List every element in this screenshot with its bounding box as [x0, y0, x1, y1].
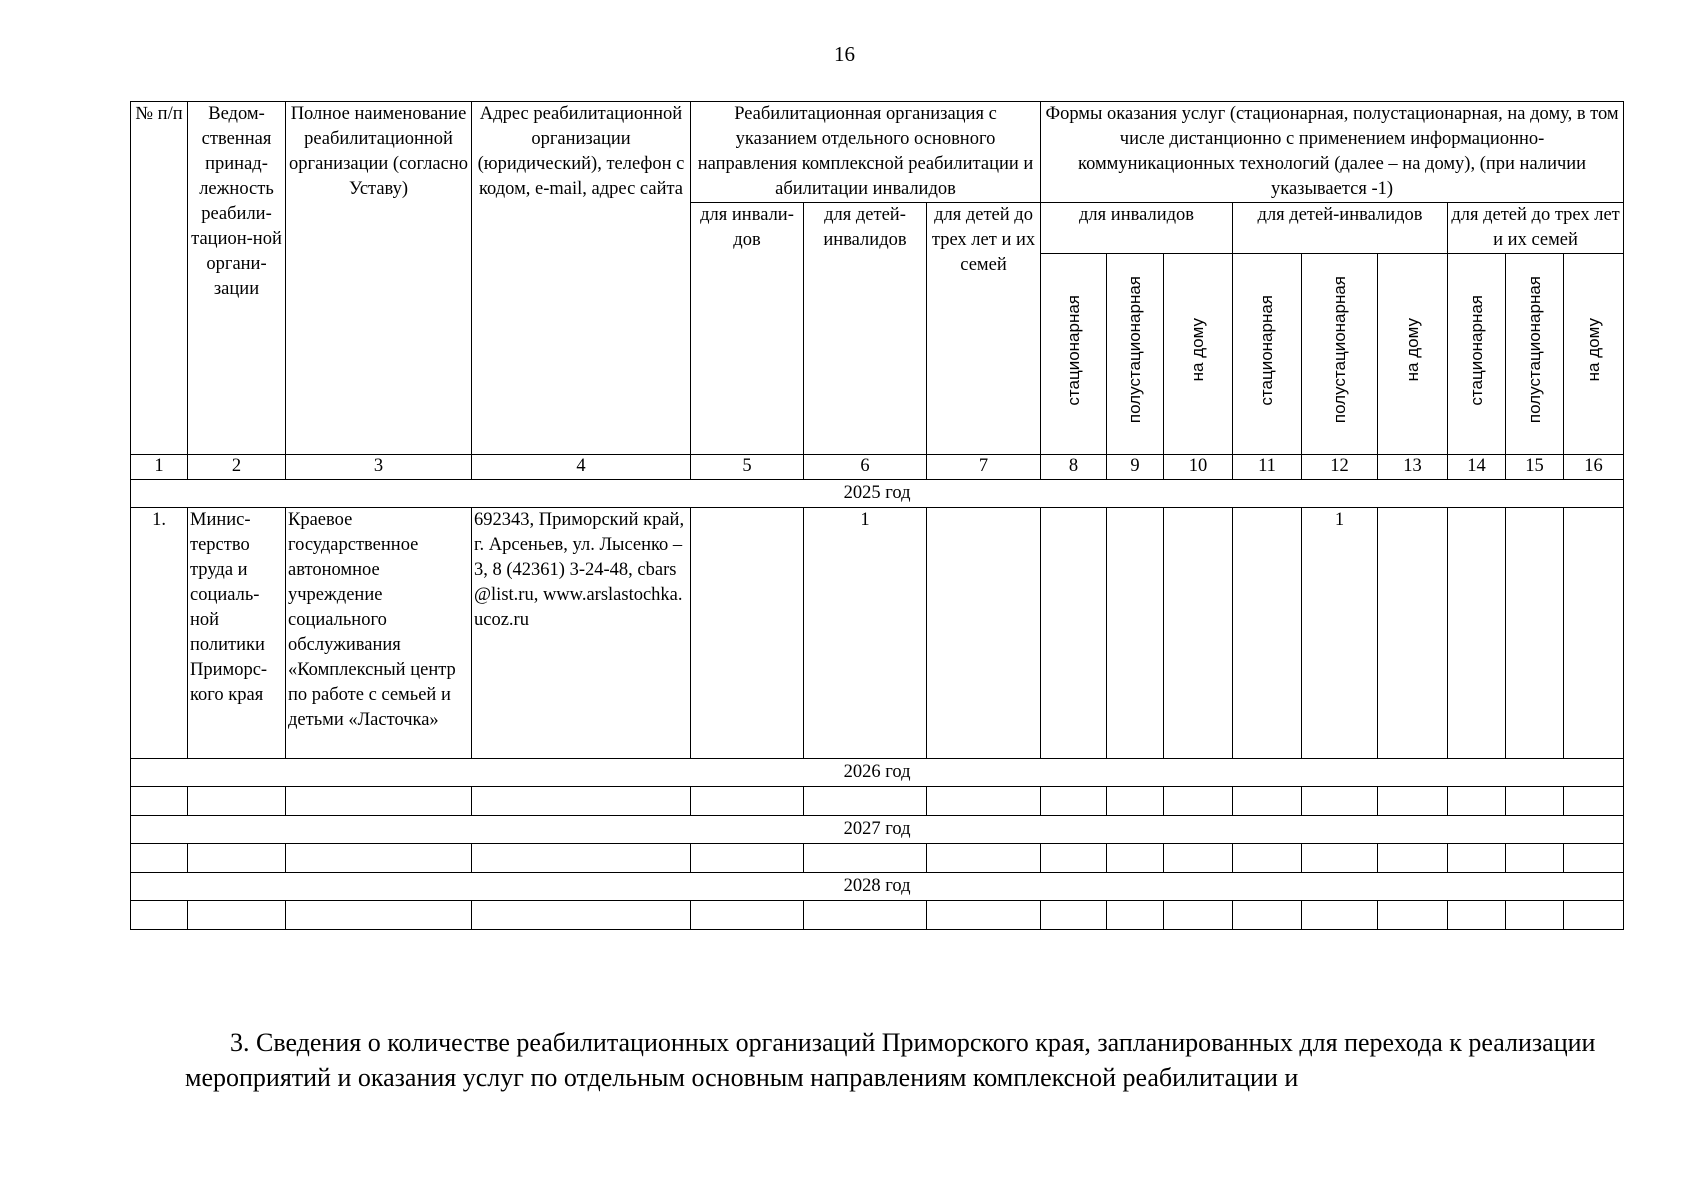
- column-number: 4: [472, 455, 691, 480]
- row-cell: [1107, 508, 1164, 759]
- row-cell-children-direction: 1: [804, 508, 927, 759]
- header-name: Полное наименование реабилитационной организации (согласно Уставу): [286, 102, 472, 455]
- header-form-home: на дому: [1378, 254, 1448, 455]
- column-number: 8: [1041, 455, 1107, 480]
- empty-row: [131, 787, 1624, 816]
- column-number: 5: [691, 455, 804, 480]
- column-number: 16: [1564, 455, 1624, 480]
- row-cell: [927, 508, 1041, 759]
- column-number: 15: [1506, 455, 1564, 480]
- column-number: 1: [131, 455, 188, 480]
- column-number: 12: [1302, 455, 1378, 480]
- header-direction-group: Реабилитационная организация с указанием отдельного основного направления комплексной реабилитации и абилитации инвалидов: [691, 102, 1041, 203]
- column-number: 14: [1448, 455, 1506, 480]
- header-direction-disabled: для инвали-дов: [691, 203, 804, 455]
- header-form-home: на дому: [1564, 254, 1624, 455]
- year-label: 2025 год: [131, 480, 1624, 508]
- row-cell: [1164, 508, 1233, 759]
- header-ministry: Ведом-ственная принад-лежность реабили-тацион-ной органи-зации: [188, 102, 286, 455]
- column-number: 3: [286, 455, 472, 480]
- column-number: 9: [1107, 455, 1164, 480]
- row-cell: [1506, 508, 1564, 759]
- year-label: 2026 год: [131, 759, 1624, 787]
- row-cell: [691, 508, 804, 759]
- column-number: 10: [1164, 455, 1233, 480]
- organizations-table: [130, 101, 1624, 930]
- row-cell-children-semistationary: 1: [1302, 508, 1378, 759]
- header-forms-children: для детей-инвалидов: [1233, 203, 1448, 254]
- row-cell: [1564, 508, 1624, 759]
- column-numbers-row: [131, 455, 1624, 480]
- header-form-home: на дому: [1164, 254, 1233, 455]
- row-cell: [1378, 508, 1448, 759]
- header-direction-children: для детей-инвалидов: [804, 203, 927, 455]
- header-form-semistationary: полустационарная: [1302, 254, 1378, 455]
- header-direction-infants: для детей до трех лет и их семей: [927, 203, 1041, 455]
- table-row: [131, 508, 1624, 759]
- page-number: 16: [834, 42, 855, 66]
- year-row-2026: [131, 759, 1624, 787]
- year-row-2028: [131, 873, 1624, 901]
- row-cell: [1233, 508, 1302, 759]
- header-form-stationary: стационарная: [1233, 254, 1302, 455]
- row-cell: [1041, 508, 1107, 759]
- empty-row: [131, 901, 1624, 930]
- header-num: № п/п: [131, 102, 188, 455]
- row-cell: [1448, 508, 1506, 759]
- column-number: 7: [927, 455, 1041, 480]
- header-form-semistationary: полустационарная: [1107, 254, 1164, 455]
- year-row-2025: [131, 480, 1624, 508]
- header-forms-disabled: для инвалидов: [1041, 203, 1233, 254]
- year-label: 2028 год: [131, 873, 1624, 901]
- row-number: 1.: [131, 508, 188, 759]
- header-forms-group: Формы оказания услуг (стационарная, полустационарная, на дому, в том числе дистанционно с применением информационно-коммуникационных технологий (далее – на дому), (при наличии указывается -1): [1041, 102, 1624, 203]
- year-row-2027: [131, 816, 1624, 844]
- row-organization-name: Краевое государственное автономное учреждение социального обслуживания «Комплексный центр по работе с семьей и детьми «Ласточка»: [286, 508, 472, 759]
- column-number: 6: [804, 455, 927, 480]
- header-row-1: [131, 102, 1624, 203]
- column-number: 13: [1378, 455, 1448, 480]
- header-address: Адрес реабилитационной организации (юридический), телефон с кодом, e-mail, адрес сайта: [472, 102, 691, 455]
- empty-row: [131, 844, 1624, 873]
- header-forms-infants: для детей до трех лет и их семей: [1448, 203, 1624, 254]
- row-ministry: Минис-терство труда и социаль-ной политики Приморс-кого края: [188, 508, 286, 759]
- row-address: 692343, Приморский край, г. Арсеньев, ул. Лысенко – 3, 8 (42361) 3-24-48, cbars@list.ru, www.arslastochka.ucoz.ru: [472, 508, 691, 759]
- header-form-stationary: стационарная: [1041, 254, 1107, 455]
- header-form-semistationary: полустационарная: [1506, 254, 1564, 455]
- header-form-stationary: стационарная: [1448, 254, 1506, 455]
- column-number: 2: [188, 455, 286, 480]
- section-paragraph: 3. Сведения о количестве реабилитационных организаций Приморского края, запланированных для перехода к реализации мероприятий и оказания услуг по отдельным основным направлениям комплексной реабилитации и: [185, 1028, 1596, 1092]
- column-number: 11: [1233, 455, 1302, 480]
- year-label: 2027 год: [131, 816, 1624, 844]
